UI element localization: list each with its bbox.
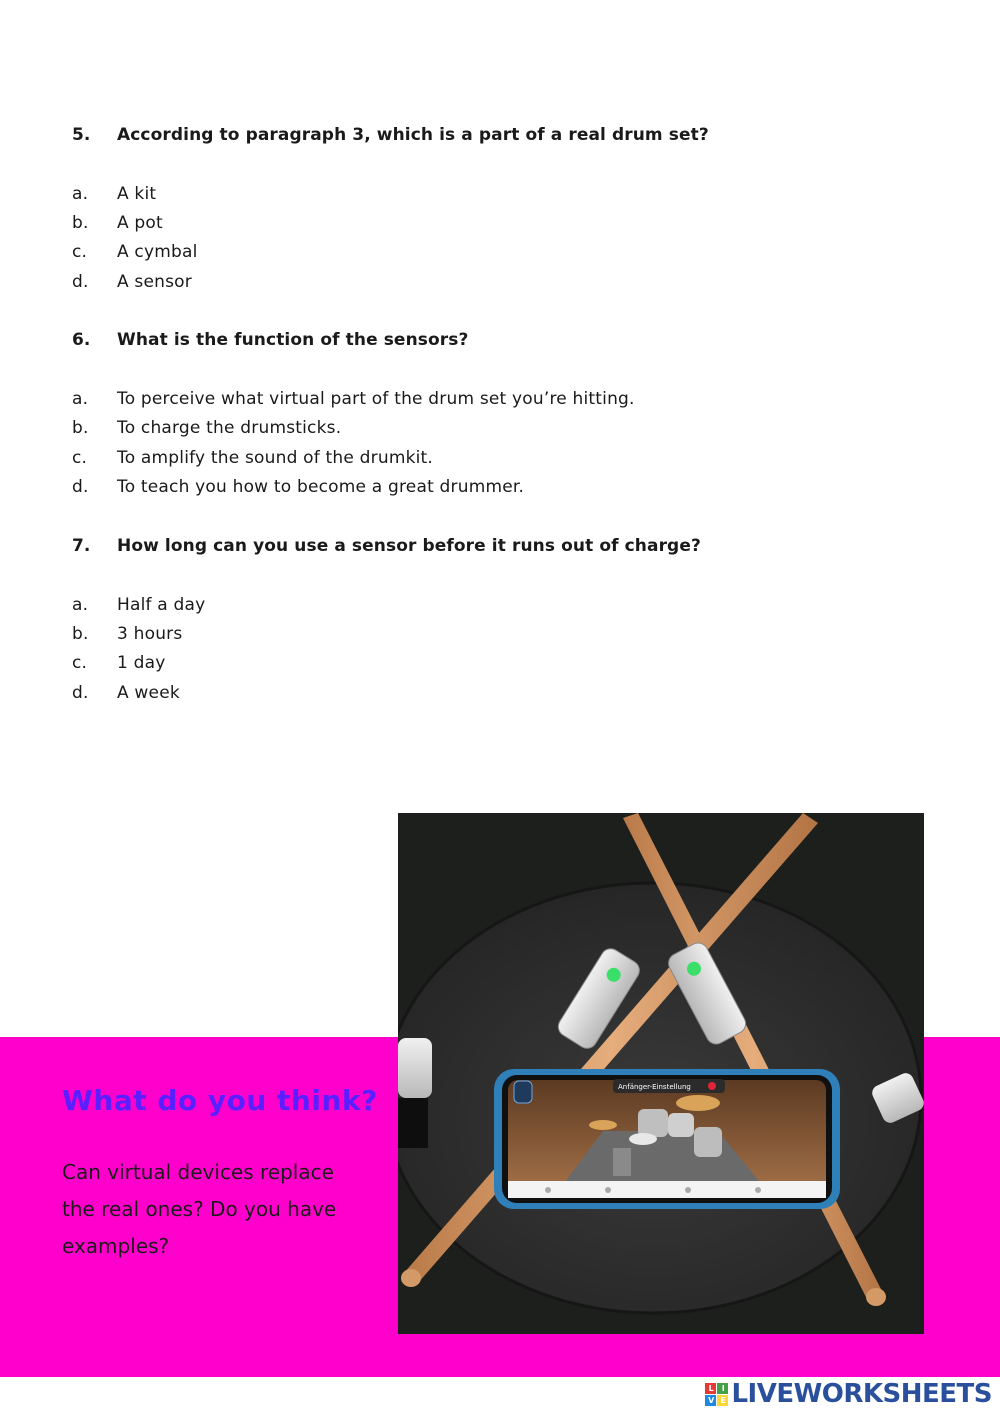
logo-text: LIVEWORKSHEETS — [731, 1379, 992, 1409]
option-7d[interactable] — [72, 683, 180, 703]
option-6d[interactable] — [72, 477, 524, 497]
question-text: What is the function of the sensors? — [117, 330, 469, 350]
option-letter: c. — [72, 448, 88, 468]
option-text: To charge the drumsticks. — [117, 418, 342, 438]
question-text: How long can you use a sensor before it runs out of charge? — [117, 536, 701, 556]
option-text: To teach you how to become a great drummer. — [117, 477, 525, 497]
option-text: A cymbal — [117, 242, 198, 262]
question-text: According to paragraph 3, which is a part of a real drum set? — [117, 125, 709, 145]
option-letter: d. — [72, 477, 89, 497]
option-text: A sensor — [117, 272, 192, 292]
drum-sensors-photo — [398, 813, 924, 1334]
question-6 — [72, 330, 468, 350]
option-7a[interactable] — [72, 595, 205, 615]
option-letter: c. — [72, 653, 88, 673]
question-7 — [72, 536, 701, 556]
option-letter: a. — [72, 184, 89, 204]
question-5 — [72, 125, 709, 145]
option-6a[interactable] — [72, 389, 635, 409]
option-text: To perceive what virtual part of the drum set you’re hitting. — [117, 389, 635, 409]
option-7b[interactable] — [72, 624, 182, 644]
option-letter: d. — [72, 683, 89, 703]
option-text: A pot — [117, 213, 163, 233]
option-6c[interactable] — [72, 448, 433, 468]
option-letter: b. — [72, 624, 89, 644]
option-5a[interactable] — [72, 184, 156, 204]
question-number: 7. — [72, 536, 91, 556]
app-setting-label: Anfänger-Einstellung — [618, 1083, 691, 1091]
option-text: To amplify the sound of the drumkit. — [117, 448, 434, 468]
logo-mark-icon: L I V E — [705, 1383, 728, 1406]
question-number: 5. — [72, 125, 91, 145]
option-7c[interactable] — [72, 653, 166, 673]
option-text: Half a day — [117, 595, 206, 615]
discussion-title: What do you think? — [62, 1084, 378, 1117]
option-text: 3 hours — [117, 624, 183, 644]
option-text: A kit — [117, 184, 157, 204]
option-text: 1 day — [117, 653, 166, 673]
discussion-body: Can virtual devices replace the real ones? Do you have examples? — [62, 1160, 337, 1258]
option-6b[interactable] — [72, 418, 341, 438]
phone — [494, 1069, 840, 1209]
option-5c[interactable] — [72, 242, 198, 262]
option-letter: c. — [72, 242, 88, 262]
question-number: 6. — [72, 330, 91, 350]
liveworksheets-logo[interactable] — [705, 1379, 992, 1409]
option-text: A week — [117, 683, 180, 703]
option-5b[interactable] — [72, 213, 163, 233]
option-letter: b. — [72, 213, 89, 233]
option-letter: a. — [72, 389, 89, 409]
option-letter: d. — [72, 272, 89, 292]
sensor-foot-left — [398, 1038, 432, 1098]
option-letter: b. — [72, 418, 89, 438]
option-letter: a. — [72, 595, 89, 615]
option-5d[interactable] — [72, 272, 192, 292]
photo-illustration — [398, 813, 924, 1334]
